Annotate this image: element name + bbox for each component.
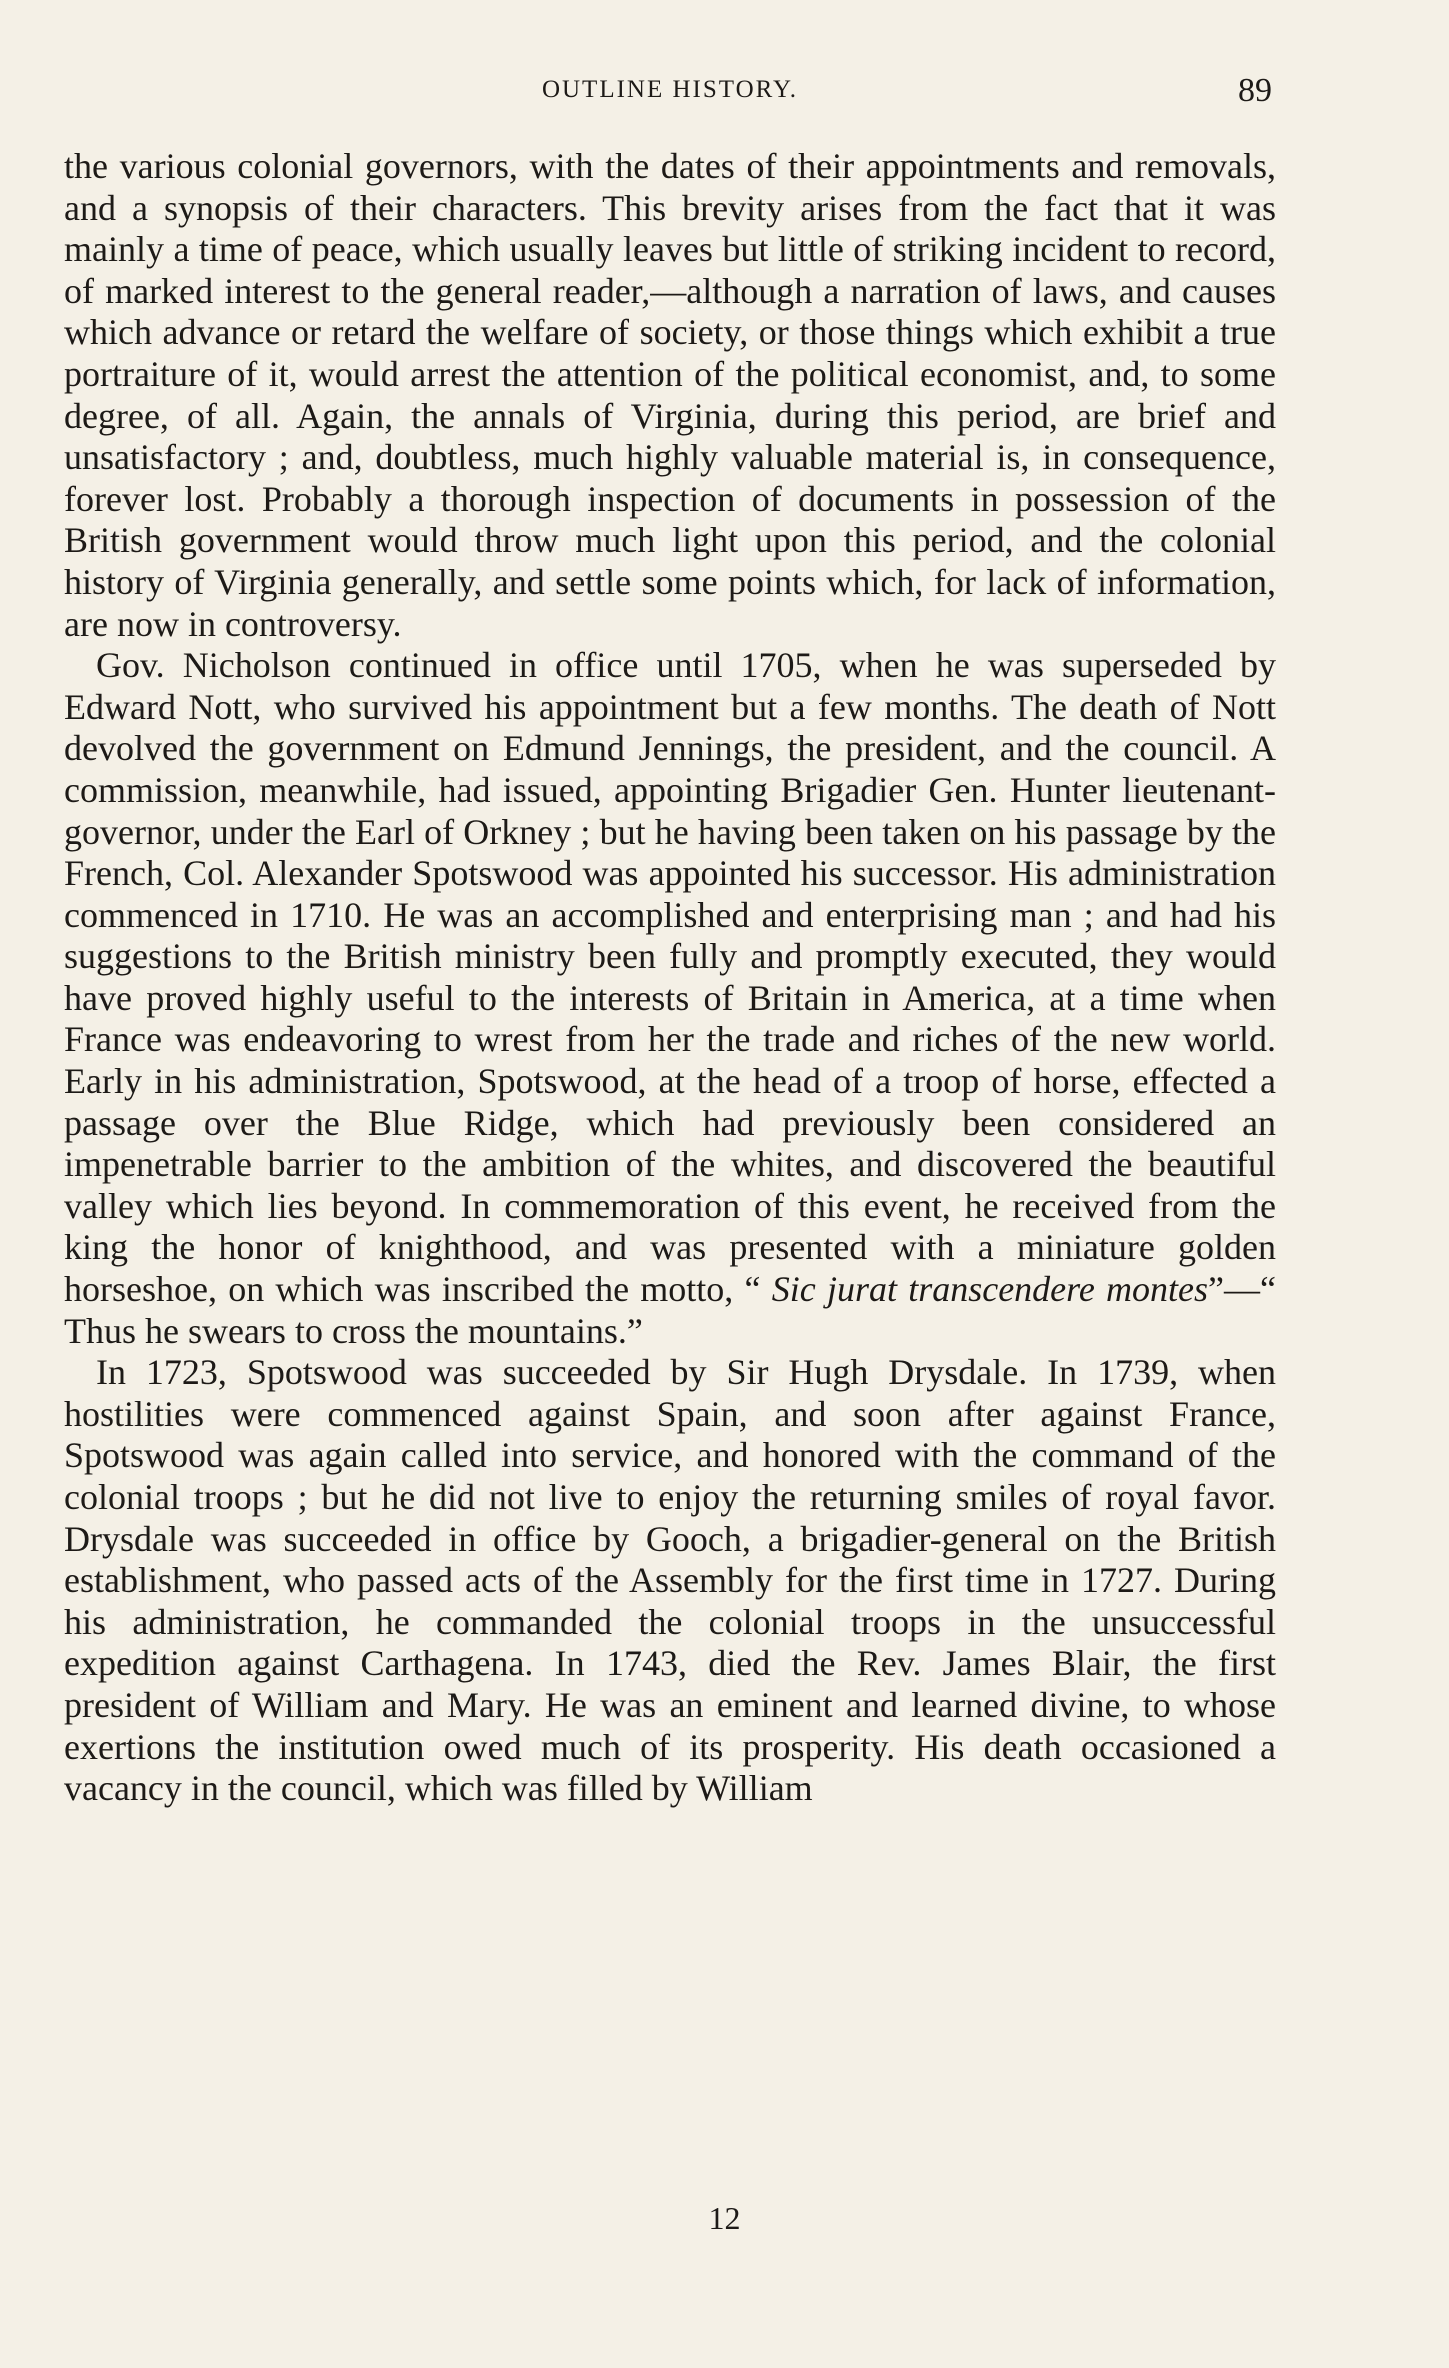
body-text xyxy=(64,146,1276,1810)
paragraph-2 xyxy=(64,645,1276,1352)
running-title: OUTLINE HISTORY. xyxy=(541,76,799,103)
paragraph-2-text: Gov. Nicholson continued in office until 1705, when he was superseded by Edward Nott, who survived his appointment but a few months. The death of Nott devolved the government on Edmund Jennings, the president, and the council. A commission, meanwhile, had issued, appointing Brigadier Gen. Hunter lieutenant-governor, under the Earl of Orkney ; but he having been taken on his passage by the French, Col. Alexander Spotswood was appointed his successor. His administration commenced in 1710. He was an accomplished and enterprising man ; and had his suggestions to the British ministry been fully and promptly executed, they would have proved highly useful to the interests of Britain in America, at a time when France was endeavoring to wrest from her the trade and riches of the new world. Early in his administration, Spotswood, at the head of a troop of horse, effected a passage over the Blue Ridge, which had previously been considered an impenetrable barrier to the ambition of the whites, and discovered the beautiful valley which lies beyond. In commemoration of this event, he received from the king the honor of knighthood, and was presented with a miniature golden horseshoe, on which was inscribed the motto, “ xyxy=(64,645,1276,1310)
paragraph-1: the various colonial governors, with the dates of their appointments and removals, and a synopsis of their characters. This brevity arises from the fact that it was mainly a time of peace, which usually leaves but little of striking incident to record, of marked interest to the general reader,—although a narration of laws, and causes which advance or retard the welfare of society, or those things which exhibit a true portraiture of it, would arrest the attention of the political economist, and, to some degree, of all. Again, the annals of Virginia, during this period, are brief and unsatisfactory ; and, doubtless, much highly valuable material is, in consequence, forever lost. Probably a thorough inspection of documents in possession of the British government would throw much light upon this period, and the colonial history of Virginia generally, and settle some points which, for lack of information, are now in controversy. xyxy=(64,146,1276,644)
paragraph-3: In 1723, Spotswood was succeeded by Sir Hugh Drysdale. In 1739, when hostilities were commenced against Spain, and soon after against France, Spotswood was again called into service, and honored with the command of the colonial troops ; but he did not live to enjoy the returning smiles of royal favor. Drysdale was succeeded in office by Gooch, a brigadier-general on the British establishment, who passed acts of the Assembly for the first time in 1727. During his administration, he commanded the colonial troops in the unsuccessful expedition against Carthagena. In 1743, died the Rev. James Blair, the first president of William and Mary. He was an eminent and learned divine, to whose exertions the institution owed much of its prosperity. His death occasioned a vacancy in the council, which was filled by William xyxy=(64,1352,1276,1809)
paragraph-2-translation: ”—“ Thus he swears to cross the mountains.” xyxy=(64,1269,1276,1351)
page-number: 89 xyxy=(1238,72,1272,109)
latin-motto: Sic jurat transcendere montes xyxy=(771,1269,1209,1310)
running-head xyxy=(64,72,1276,112)
signature-mark: 12 xyxy=(708,2200,741,2236)
